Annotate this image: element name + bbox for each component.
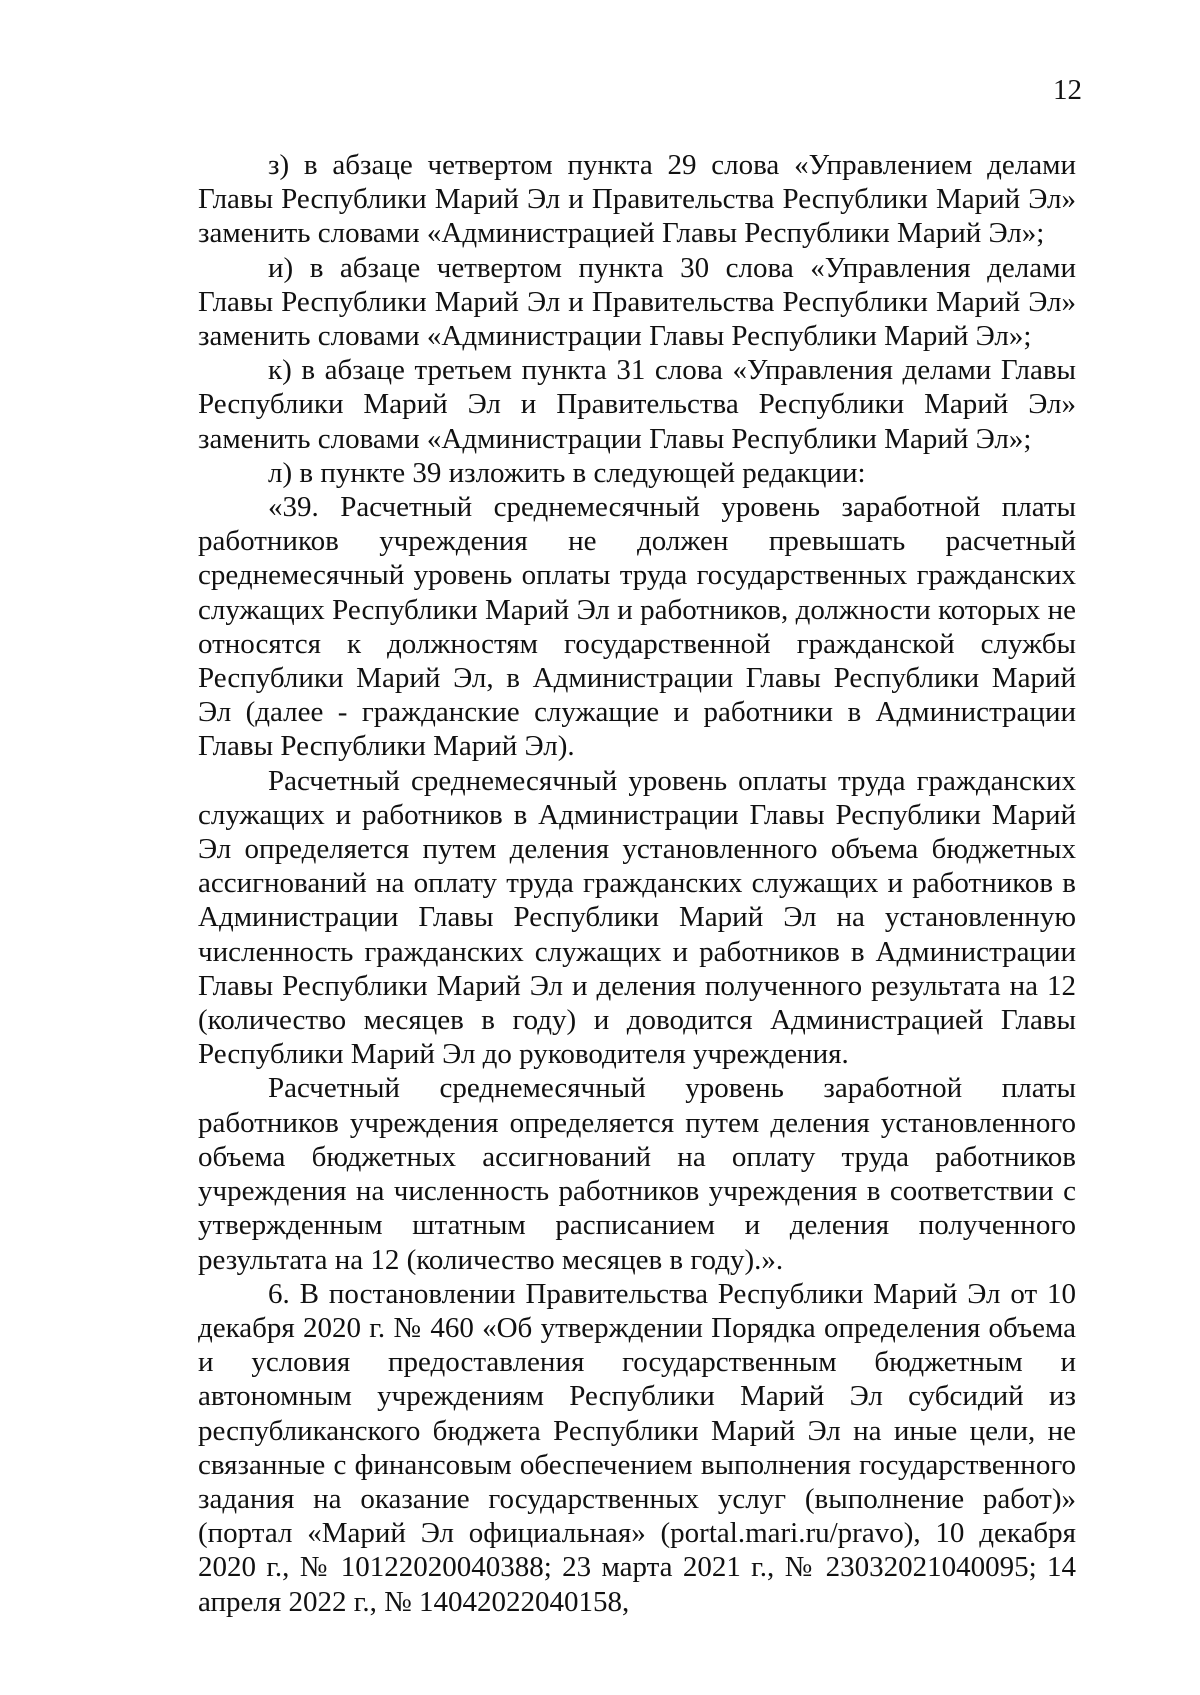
paragraph-item-k: к) в абзаце третьем пункта 31 слова «Управления делами Главы Республики Марий Эл и Правительства Республики Марий Эл» заменить словами «Администрации Главы Республики Марий Эл»; — [198, 354, 1076, 455]
paragraph-item-l: л) в пункте 39 изложить в следующей редакции: — [268, 456, 866, 489]
page-number: 12 — [1053, 74, 1082, 106]
paragraph-clause-39: «39. Расчетный среднемесячный уровень заработной платы работников учреждения не должен превышать расчетный среднемесячный уровень оплаты труда государственных гражданских служащих Республики Марий Эл и работников, должности которых не относятся к должностям государственной гражданской службы Республики Марий Эл, в Администрации Главы Республики Марий Эл (далее - гражданские служащие и работники в Администрации Главы Республики Марий Эл). — [198, 491, 1076, 763]
paragraph-institution-pay-level: Расчетный среднемесячный уровень заработной платы работников учреждения определяется путем деления установленного объема бюджетных ассигнований на оплату труда работников учреждения на численность работников учреждения в соответствии с утвержденным штатным расписанием и деления полученного результата на 12 (количество месяцев в году).». — [198, 1072, 1076, 1276]
document-body — [198, 148, 1076, 1619]
paragraph-item-z: з) в абзаце четвертом пункта 29 слова «Управлением делами Главы Республики Марий Эл и Правительства Республики Марий Эл» заменить словами «Администрацией Главы Республики Марий Эл»; — [198, 149, 1076, 250]
paragraph-admin-pay-level: Расчетный среднемесячный уровень оплаты труда гражданских служащих и работников в Администрации Главы Республики Марий Эл определяется путем деления установленного объема бюджетных ассигнований на оплату труда гражданских служащих и работников в Администрации Главы Республики Марий Эл на установленную численность гражданских служащих и работников в Администрации Главы Республики Марий Эл и деления полученного результата на 12 (количество месяцев в году) и доводится Администрацией Главы Республики Марий Эл до руководителя учреждения. — [198, 764, 1076, 1071]
paragraph-item-i: и) в абзаце четвертом пункта 30 слова «Управления делами Главы Республики Марий Эл и Правительства Республики Марий Эл» заменить словами «Администрации Главы Республики Марий Эл»; — [198, 251, 1076, 353]
paragraph-section-6: 6. В постановлении Правительства Республики Марий Эл от 10 декабря 2020 г. № 460 «Об утверждении Порядка определения объема и условия предоставления государственным бюджетным и автономным учреждениям Республики Марий Эл субсидий из республиканского бюджета Республики Марий Эл на иные цели, не связанные с финансовым обеспечением выполнения государственного задания на оказание государственных услуг (выполнение работ)» (портал «Марий Эл официальная» (portal.mari.ru/pravo), 10 декабря 2020 г., № 10122020040388; 23 марта 2021 г., № 23032021040095; 14 апреля 2022 г., № 14042022040158, — [198, 1277, 1076, 1618]
